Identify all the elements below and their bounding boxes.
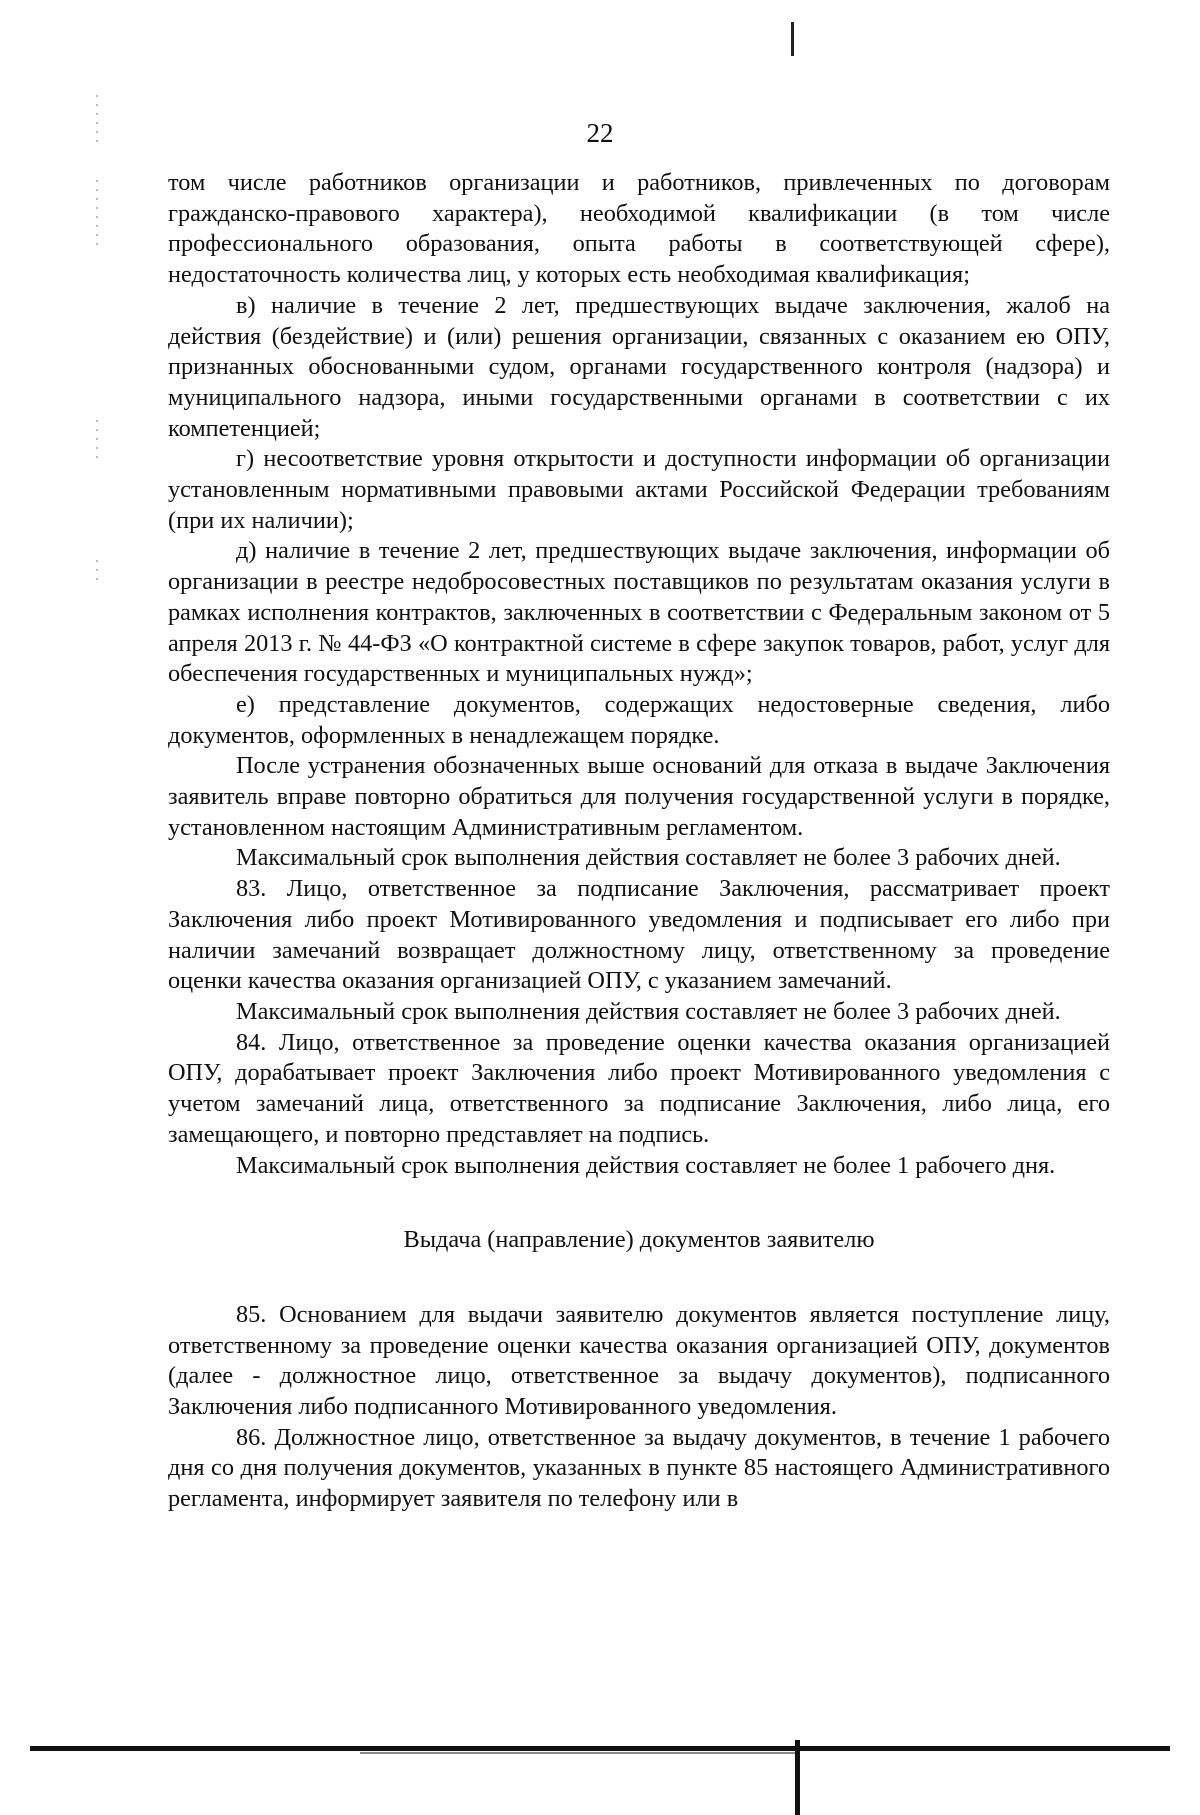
scan-artifact-bottom-bar [30, 1746, 1170, 1751]
section-heading: Выдача (направление) документов заявителю [403, 1226, 875, 1254]
page-number: 22 [586, 118, 614, 148]
scan-artifact-top-line [791, 22, 794, 56]
scan-artifact-margin-dots [96, 560, 98, 584]
paragraph-item-v: в) наличие в течение 2 лет, предшествующих выдаче заключения, жалоб на действия (бездействие) и (или) решения организации, связанных с оказанием ею ОПУ, признанных обоснованными судом, органами государственного контроля (надзора) и муниципального надзора, иными государственными органами в соответствии с их компетенцией; [168, 291, 1110, 442]
scan-artifact-bottom-bar-shadow [360, 1752, 800, 1754]
paragraph-item-d: д) наличие в течение 2 лет, предшествующих выдаче заключения, информации об организации в реестре недобросовестных поставщиков по результатам оказания услуги в рамках исполнения контрактов, заключенных в соответствии с Федеральным законом от 5 апреля 2013 г. № 44-ФЗ «О контрактной системе в сфере закупок товаров, работ, услуг для обеспечения государственных и муниципальных нужд»; [168, 537, 1110, 688]
scan-artifact-bottom-tick [795, 1740, 800, 1815]
paragraph-max-term: Максимальный срок выполнения действия составляет не более 3 рабочих дней. [236, 997, 1061, 1025]
document-body [168, 168, 1110, 1515]
paragraph-86: 86. Должностное лицо, ответственное за выдачу документов, в течение 1 рабочего дня со дня получения документов, указанных в пункте 85 настоящего Административного регламента, информирует заявителя по телефону или в [168, 1423, 1110, 1513]
scan-artifact-margin-dots [96, 180, 98, 250]
paragraph-max-term: Максимальный срок выполнения действия составляет не более 1 рабочего дня. [236, 1151, 1056, 1179]
paragraph-85: 85. Основанием для выдачи заявителю документов является поступление лицу, ответственному за проведение оценки качества оказания организацией ОПУ, документов (далее - должностное лицо, ответственное за выдачу документов), подписанного Заключения либо подписанного Мотивированного уведомления. [168, 1300, 1110, 1421]
paragraph-item-e: е) представление документов, содержащих недостоверные сведения, либо документов, оформленных в ненадлежащем порядке. [168, 690, 1110, 749]
paragraph-84: 84. Лицо, ответственное за проведение оценки качества оказания организацией ОПУ, дорабатывает проект Заключения либо проект Мотивированного уведомления с учетом замечаний лица, ответственного за подписание Заключения, либо лица, его замещающего, и повторно представляет на подпись. [168, 1028, 1110, 1148]
scan-artifact-margin-dots [96, 420, 98, 460]
paragraph-83: 83. Лицо, ответственное за подписание Заключения, рассматривает проект Заключения либо проект Мотивированного уведомления и подписывает его либо при наличии замечаний возвращает должностному лицу, ответственному за проведение оценки качества оказания организацией ОПУ, с указанием замечаний. [168, 875, 1110, 995]
paragraph-item-g: г) несоответствие уровня открытости и доступности информации об организации установленным нормативными правовыми актами Российской Федерации требованиям (при их наличии); [168, 445, 1110, 534]
paragraph-continuation: том числе работников организации и работников, привлеченных по договорам гражданско-правового характера), необходимой квалификации (в том числе профессионального образования, опыта работы в соответствующей сфере), недостаточность количества лиц, у которых есть необходимая квалификация; [168, 169, 1110, 289]
paragraph-max-term: Максимальный срок выполнения действия составляет не более 3 рабочих дней. [236, 844, 1061, 872]
paragraph-reapply: После устранения обозначенных выше оснований для отказа в выдаче Заключения заявитель вправе повторно обратиться для получения государственной услуги в порядке, установленном настоящим Административным регламентом. [168, 752, 1110, 841]
